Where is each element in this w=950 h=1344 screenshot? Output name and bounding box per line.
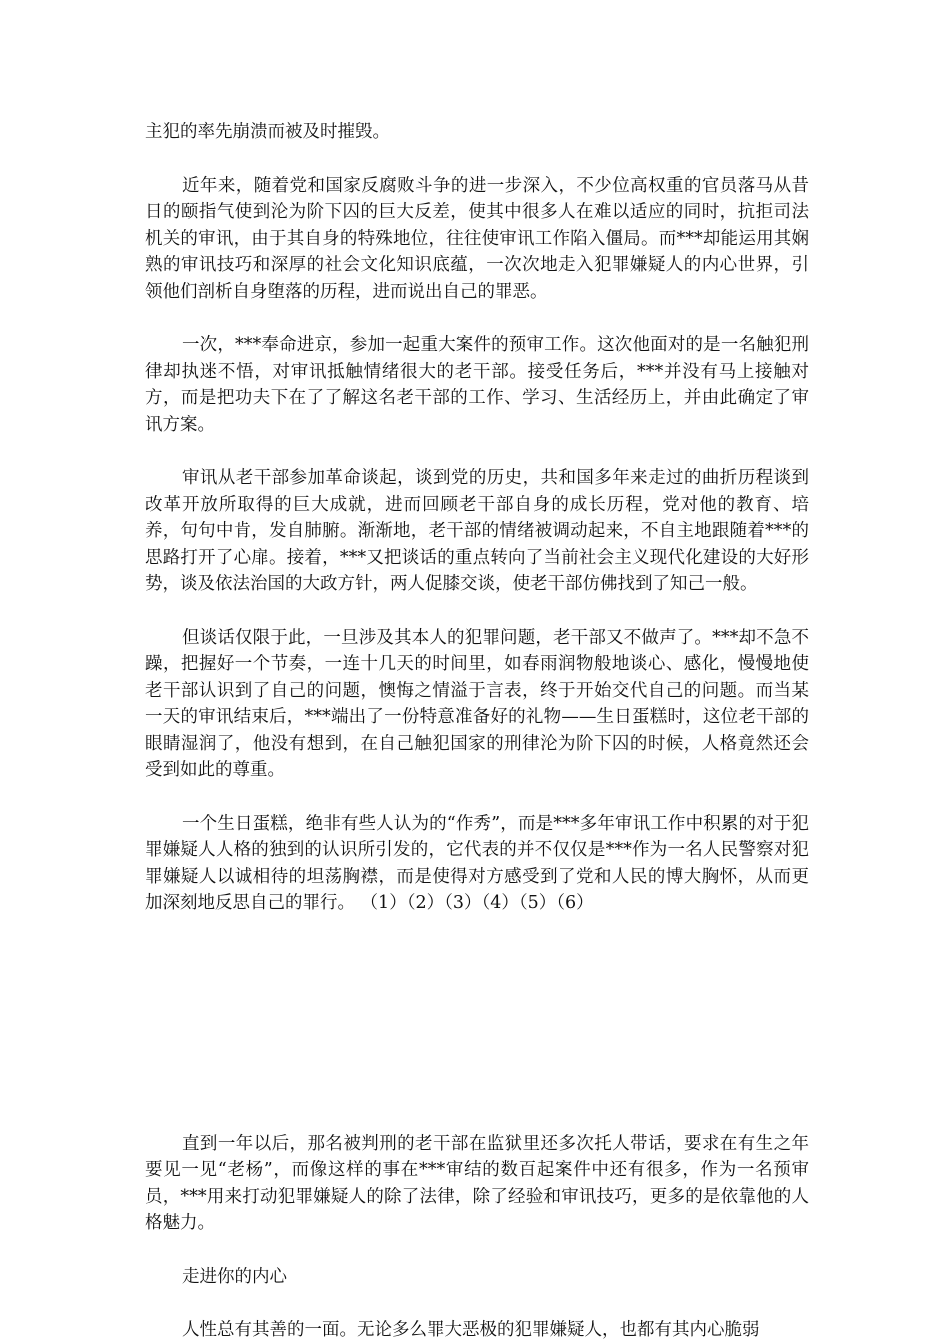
- section-heading: 走进你的内心: [182, 1266, 287, 1287]
- paragraph-one-year-later: 直到一年以后，那名被判刑的老干部在监狱里还多次托人带话，要求在有生之年要见一见“老杨”，而像这样的事在***审结的数百起案件中还有很多，作为一名预审员，***用来打动犯罪嫌疑人的除了法律，除了经验和审讯技巧，更多的是依靠他的人格魅力。: [145, 1133, 809, 1233]
- paragraph-interrogation-start: 审讯从老干部参加革命谈起，谈到党的历史，共和国多年来走过的曲折历程谈到改革开放所取得的巨大成就，进而回顾老干部自身的成长历程，党对他的教育、培养，句句中肯，发自肺腑。渐渐地，老干部的情绪被调动起来，不自主地跟随着***的思路打开了心扉。接着，***又把谈话的重点转向了当前社会主义现代化建设的大好形势，谈及依法治国的大政方针，两人促膝交谈，使老干部仿佛找到了知己一般。: [145, 468, 809, 594]
- paragraph-beijing-case: 一次，***奉命进京，参加一起重大案件的预审工作。这次他面对的是一名触犯刑律却执迷不悟，对审讯抵触情绪很大的老干部。接受任务后，***并没有马上接触对方，而是把功夫下在了了解这名老干部的工作、学习、生活经历上，并由此确定了审讯方案。: [145, 335, 809, 435]
- document-page: [145, 119, 809, 1344]
- paragraph-reflection: 一个生日蛋糕，绝非有些人认为的“作秀”，而是***多年审讯工作中积累的对于犯罪嫌疑人人格的独到的认识所引发的，它代表的并不仅仅是***作为一名人民警察对犯罪嫌疑人以诚相待的坦荡胸襟，而是使得对方感受到了党和人民的博大胸怀，从而更加深刻地反思自己的罪行。 （1）（2）（3）（4）（5）（6）: [145, 813, 809, 913]
- paragraph-continuation: 主犯的率先崩溃而被及时摧毁。: [145, 122, 390, 142]
- paragraph-anticorruption-context: 近年来，随着党和国家反腐败斗争的进一步深入，不少位高权重的官员落马从昔日的颐指气使到沦为阶下囚的巨大反差，使其中很多人在难以适应的同时，抗拒司法机关的审讯，由于其自身的特殊地位，往往使审讯工作陷入僵局。而***却能运用其娴熟的审讯技巧和深厚的社会文化知识底蕴，一次次地走入犯罪嫌疑人的内心世界，引领他们剖析自身堕落的历程，进而说出自己的罪恶。: [145, 175, 809, 302]
- paragraph-birthday-cake: 但谈话仅限于此，一旦涉及其本人的犯罪问题，老干部又不做声了。***却不急不躁，把握好一个节奏，一连十几天的时间里，如春雨润物般地谈心、感化，慢慢地使老干部认识到了自己的问题，懊悔之情溢于言表，终于开始交代自己的问题。而当某一天的审讯结束后，***端出了一份特意准备好的礼物——生日蛋糕时，这位老干部的眼睛湿润了，他没有想到，在自己触犯国家的刑律沦为阶下囚的时候，人格竟然还会受到如此的尊重。: [145, 627, 809, 780]
- page-break-gap: [145, 944, 809, 1131]
- paragraph-human-nature: 人性总有其善的一面。无论多么罪大恶极的犯罪嫌疑人，也都有其内心脆弱: [182, 1320, 760, 1340]
